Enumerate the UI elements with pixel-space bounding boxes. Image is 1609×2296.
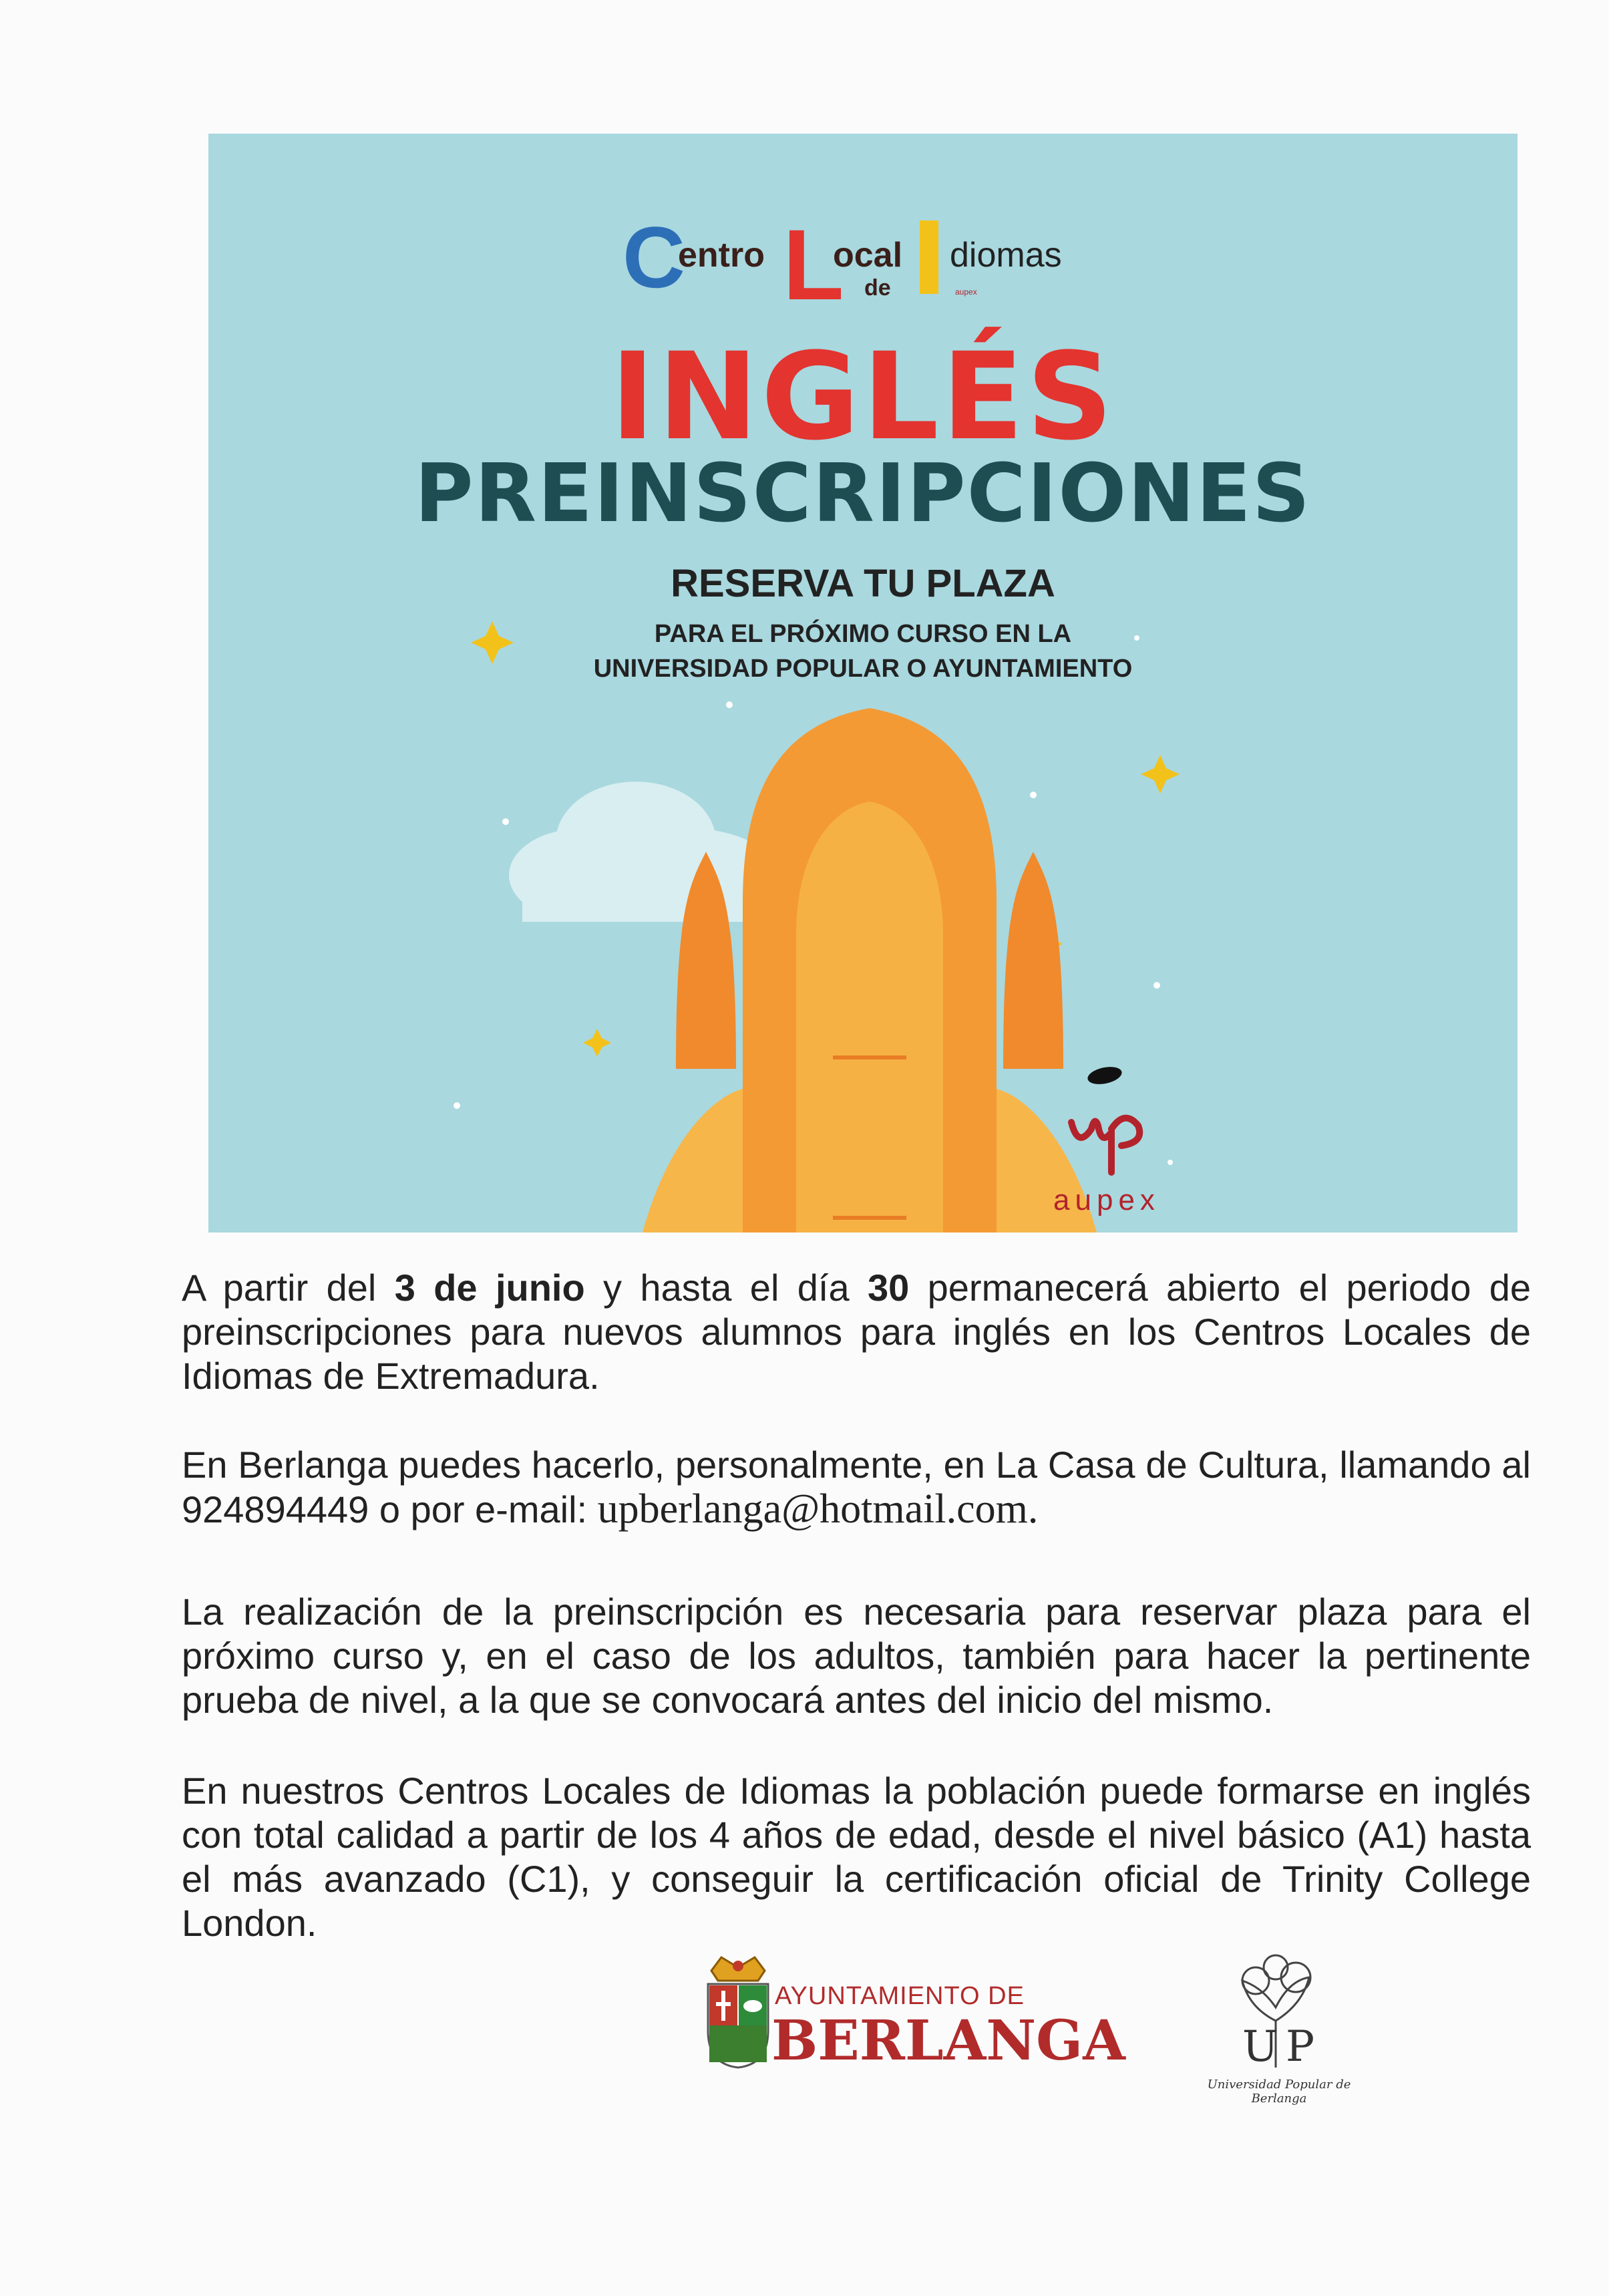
berlanga-label: BERLANGA — [771, 2009, 1125, 2073]
logo-mini-aupex: aupex — [955, 287, 977, 297]
aupex-logo-icon — [1065, 1062, 1165, 1176]
up-berlanga-caption: Universidad Popular de Berlanga — [1207, 2078, 1351, 2106]
logo-letter-i — [920, 220, 938, 294]
email-address: upberlanga@hotmail.com. — [597, 1486, 1039, 1532]
date-end: 30 — [867, 1267, 910, 1309]
cloud-shape — [509, 782, 776, 922]
paragraph-levels: En nuestros Centros Locales de Idiomas la población puede formarse en inglés con total calidad a partir de los 4 años de edad, desde el nivel básico (A1) hasta el más avanzado (C1), y conseguir la certificación oficial de Trinity College London. — [182, 1770, 1531, 1944]
poster-subtitle: PREINSCRIPCIONES — [414, 448, 1312, 540]
poster — [208, 134, 1517, 1233]
paragraph-requirement: La realización de la preinscripción es necesaria para reservar plaza para el próximo curso y, en el caso de los adultos, también para hacer la pertinente prueba de nivel, a la que se convocará antes del inicio del mismo. — [182, 1591, 1531, 1721]
logo-letter-c: C — [622, 208, 685, 306]
berlanga-coat-of-arms-icon — [701, 1954, 775, 2071]
poster-line-1: PARA EL PRÓXIMO CURSO EN LA — [654, 620, 1072, 648]
logo-word-de: de — [864, 275, 891, 301]
svg-text:U: U — [1242, 2022, 1278, 2072]
logo-word-diomas: diomas — [950, 236, 1062, 275]
logo-word-entro: entro — [678, 236, 765, 275]
poster-tagline: RESERVA TU PLAZA — [671, 562, 1055, 605]
svg-text:P: P — [1286, 2022, 1315, 2072]
logo-word-ocal: ocal — [833, 236, 903, 275]
paragraph-dates: A partir del 3 de junio y hasta el día 30 permanecerá abierto el periodo de preinscripciones para nuevos alumnos para inglés en los Centros Locales de Idiomas de Extremadura. — [182, 1267, 1531, 1397]
paragraph-contact: En Berlanga puedes hacerlo, personalmente, en La Casa de Cultura, llamando al 924894449 o por e-mail: upberlanga@hotmail.com. — [182, 1444, 1531, 1532]
poster-title: INGLÉS — [610, 327, 1116, 467]
ayuntamiento-label: AYUNTAMIENTO DE — [775, 1982, 1025, 2010]
universidad-popular-berlanga-logo-icon — [1196, 1954, 1356, 2074]
logo-letter-l: L — [783, 208, 844, 321]
date-start: 3 de junio — [394, 1267, 585, 1309]
aupex-brand-text: aupex — [1053, 1184, 1160, 1216]
poster-line-2: UNIVERSIDAD POPULAR O AYUNTAMIENTO — [593, 655, 1133, 683]
centro-local-idiomas-logo — [208, 194, 1517, 321]
rocket-shape — [643, 708, 1097, 1233]
